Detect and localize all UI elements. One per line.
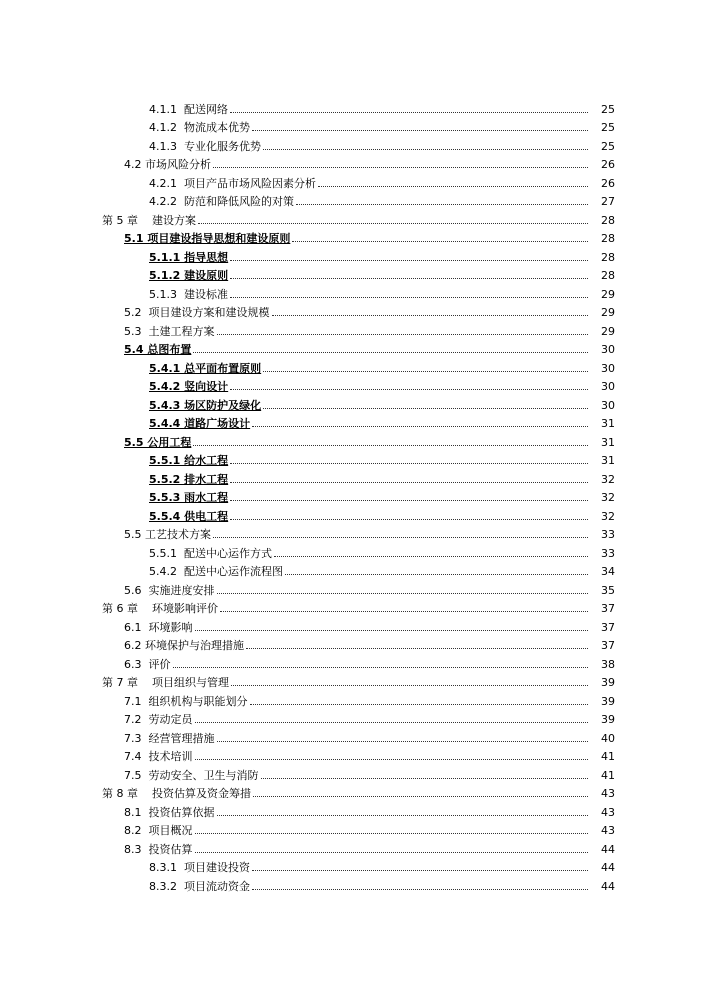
toc-entry[interactable]	[0, 486, 703, 505]
dot-leader	[231, 684, 588, 686]
toc-page-number: 34	[601, 565, 615, 578]
toc-page-number: 33	[601, 528, 615, 541]
toc-entry-label: 7.5 劳动安全、卫生与消防	[124, 768, 259, 782]
toc-page-number: 32	[601, 491, 615, 504]
toc-entry-label: 5.4.4 道路广场设计	[149, 417, 251, 430]
dot-leader	[195, 832, 589, 834]
toc-entry-label: 4.1.3 专业化服务优势	[149, 139, 261, 153]
toc-entry-label: 5.5 公用工程	[124, 435, 192, 449]
toc-page-number: 40	[601, 731, 615, 745]
toc-entry[interactable]	[0, 412, 703, 431]
toc-page-number: 31	[601, 417, 615, 430]
toc-page-number: 26	[601, 176, 615, 190]
dot-leader	[252, 425, 588, 427]
dot-leader	[217, 814, 589, 816]
toc-entry[interactable]	[0, 726, 703, 745]
dot-leader	[292, 240, 588, 242]
toc-page-number: 25	[601, 139, 615, 153]
toc-entry-label: 8.3.1 项目建设投资	[149, 861, 250, 874]
toc-entry-label: 5.4.1 总平面布置原则	[149, 361, 262, 375]
toc-entry-label: 5.2 项目建设方案和建设规模	[124, 306, 270, 319]
toc-entry[interactable]	[0, 227, 703, 246]
toc-page-number: 37	[601, 602, 615, 615]
dot-leader	[230, 259, 588, 261]
toc-page-number: 32	[601, 472, 615, 486]
dot-leader	[213, 166, 588, 168]
toc-entry[interactable]	[0, 634, 703, 653]
table-of-contents	[0, 97, 703, 893]
toc-entry[interactable]	[0, 208, 703, 227]
toc-entry[interactable]	[0, 819, 703, 838]
toc-entry-label: 4.2.2 防范和降低风险的对策	[149, 195, 294, 208]
toc-page-number: 39	[601, 694, 615, 708]
dot-leader	[285, 573, 588, 575]
toc-entry-label: 5.5.1 配送中心运作方式	[149, 546, 272, 560]
toc-entry-label: 8.1 投资估算依据	[124, 805, 215, 819]
dot-leader	[230, 518, 588, 520]
toc-entry-label: 4.2 市场风险分析	[124, 158, 211, 171]
dot-leader	[213, 536, 588, 538]
toc-page-number: 37	[601, 620, 615, 634]
dot-leader	[252, 129, 588, 131]
toc-entry[interactable]	[0, 449, 703, 468]
toc-page-number: 28	[601, 232, 615, 245]
toc-entry[interactable]	[0, 430, 703, 449]
dot-leader	[230, 296, 588, 298]
toc-entry-label: 8.3.2 项目流动资金	[149, 879, 250, 893]
toc-entry[interactable]	[0, 541, 703, 560]
toc-entry[interactable]	[0, 800, 703, 819]
toc-page-number: 41	[601, 768, 615, 782]
toc-entry[interactable]	[0, 597, 703, 616]
dot-leader	[195, 721, 589, 723]
toc-entry[interactable]	[0, 523, 703, 542]
dot-leader	[230, 388, 588, 390]
dot-leader	[195, 851, 589, 853]
dot-leader	[230, 499, 588, 501]
toc-entry[interactable]	[0, 504, 703, 523]
toc-page-number: 28	[601, 269, 615, 282]
toc-entry-label: 5.5.4 供电工程	[149, 509, 229, 523]
toc-entry-label: 5.1.1 指导思想	[149, 250, 229, 264]
toc-entry-label: 7.4 技术培训	[124, 750, 193, 763]
toc-page-number: 44	[601, 861, 615, 874]
toc-entry[interactable]	[0, 467, 703, 486]
toc-entry-label: 5.5.2 排水工程	[149, 472, 229, 486]
toc-entry-label: 5.4.3 场区防护及绿化	[149, 398, 262, 412]
toc-entry[interactable]	[0, 245, 703, 264]
dot-leader	[195, 758, 589, 760]
toc-page-number: 26	[601, 158, 615, 171]
toc-page-number: 41	[601, 750, 615, 763]
toc-entry[interactable]	[0, 560, 703, 579]
toc-entry-label: 8.2 项目概况	[124, 824, 193, 837]
toc-entry[interactable]	[0, 708, 703, 727]
toc-entry[interactable]	[0, 874, 703, 893]
toc-page-number: 30	[601, 361, 615, 375]
toc-entry[interactable]	[0, 615, 703, 634]
toc-entry-label: 5.5 工艺技术方案	[124, 528, 211, 541]
dot-leader	[193, 351, 588, 353]
toc-entry[interactable]	[0, 301, 703, 320]
dot-leader	[220, 610, 588, 612]
toc-entry[interactable]	[0, 652, 703, 671]
toc-entry[interactable]	[0, 190, 703, 209]
toc-entry-label: 4.1.1 配送网络	[149, 102, 228, 116]
toc-entry[interactable]	[0, 782, 703, 801]
toc-page-number: 28	[601, 250, 615, 264]
toc-entry[interactable]	[0, 116, 703, 135]
toc-entry-label: 第 5 章 建设方案	[102, 213, 196, 227]
toc-page-number: 43	[601, 805, 615, 819]
toc-page-number: 30	[601, 398, 615, 412]
dot-leader	[230, 111, 588, 113]
toc-entry[interactable]	[0, 671, 703, 690]
toc-page-number: 32	[601, 509, 615, 523]
toc-entry-label: 6.2 环境保护与治理措施	[124, 639, 244, 652]
toc-entry-label: 6.3 评价	[124, 657, 171, 671]
toc-entry-label: 第 8 章 投资估算及资金筹措	[102, 787, 251, 800]
toc-page-number: 37	[601, 639, 615, 652]
dot-leader	[217, 740, 589, 742]
toc-entry[interactable]	[0, 578, 703, 597]
dot-leader	[261, 777, 589, 779]
toc-page-number: 43	[601, 787, 615, 800]
toc-page-number: 44	[601, 842, 615, 856]
dot-leader	[253, 795, 588, 797]
toc-page-number: 30	[601, 380, 615, 393]
toc-page-number: 25	[601, 121, 615, 134]
dot-leader	[195, 629, 589, 631]
dot-leader	[274, 555, 588, 557]
toc-entry[interactable]	[0, 97, 703, 116]
toc-entry[interactable]	[0, 319, 703, 338]
toc-page-number: 35	[601, 583, 615, 597]
toc-entry[interactable]	[0, 153, 703, 172]
dot-leader	[263, 407, 588, 409]
toc-page-number: 43	[601, 824, 615, 837]
toc-entry-label: 7.3 经营管理措施	[124, 731, 215, 745]
toc-page-number: 30	[601, 343, 615, 356]
toc-page-number: 25	[601, 102, 615, 116]
toc-page-number: 29	[601, 306, 615, 319]
toc-entry-label: 7.1 组织机构与职能划分	[124, 694, 248, 708]
toc-entry[interactable]	[0, 689, 703, 708]
dot-leader	[230, 481, 588, 483]
toc-entry-label: 4.2.1 项目产品市场风险因素分析	[149, 176, 316, 190]
dot-leader	[250, 703, 589, 705]
toc-page-number: 28	[601, 213, 615, 227]
toc-page-number: 44	[601, 879, 615, 893]
toc-entry-label: 4.1.2 物流成本优势	[149, 121, 250, 134]
dot-leader	[217, 333, 589, 335]
dot-leader	[246, 647, 588, 649]
dot-leader	[272, 314, 589, 316]
dot-leader	[318, 185, 588, 187]
toc-page-number: 38	[601, 657, 615, 671]
toc-entry-label: 5.4.2 配送中心运作流程图	[149, 565, 283, 578]
toc-entry[interactable]	[0, 134, 703, 153]
toc-entry-label: 7.2 劳动定员	[124, 713, 193, 726]
toc-entry[interactable]	[0, 393, 703, 412]
toc-entry-label: 5.1.2 建设原则	[149, 269, 229, 282]
dot-leader	[263, 148, 588, 150]
toc-entry-label: 5.3 土建工程方案	[124, 324, 215, 338]
dot-leader	[296, 203, 588, 205]
toc-entry-label: 5.4.2 竖向设计	[149, 380, 229, 393]
toc-page-number: 39	[601, 713, 615, 726]
toc-entry[interactable]	[0, 375, 703, 394]
toc-entry[interactable]	[0, 282, 703, 301]
toc-page-number: 31	[601, 454, 615, 467]
toc-entry-label: 5.1.3 建设标准	[149, 287, 228, 301]
dot-leader	[230, 462, 588, 464]
dot-leader	[198, 222, 588, 224]
toc-entry-label: 5.1 项目建设指导思想和建设原则	[124, 232, 291, 245]
toc-entry[interactable]	[0, 837, 703, 856]
toc-page-number: 31	[601, 435, 615, 449]
dot-leader	[252, 869, 588, 871]
toc-entry-label: 5.4 总图布置	[124, 343, 192, 356]
toc-entry[interactable]	[0, 745, 703, 764]
dot-leader	[263, 370, 588, 372]
dot-leader	[252, 888, 588, 890]
toc-page-number: 39	[601, 676, 615, 689]
dot-leader	[217, 592, 589, 594]
toc-entry-label: 6.1 环境影响	[124, 620, 193, 634]
toc-entry-label: 第 6 章 环境影响评价	[102, 602, 218, 615]
toc-entry[interactable]	[0, 171, 703, 190]
toc-entry[interactable]	[0, 763, 703, 782]
dot-leader	[230, 277, 588, 279]
toc-entry-label: 5.5.3 雨水工程	[149, 491, 229, 504]
toc-entry-label: 5.6 实施进度安排	[124, 583, 215, 597]
toc-entry-label: 5.5.1 给水工程	[149, 454, 229, 467]
toc-entry[interactable]	[0, 338, 703, 357]
dot-leader	[193, 444, 588, 446]
toc-entry[interactable]	[0, 356, 703, 375]
toc-page-number: 27	[601, 195, 615, 208]
toc-entry-label: 第 7 章 项目组织与管理	[102, 676, 229, 689]
toc-page-number: 29	[601, 324, 615, 338]
toc-entry-label: 8.3 投资估算	[124, 842, 193, 856]
toc-entry[interactable]	[0, 264, 703, 283]
dot-leader	[173, 666, 589, 668]
toc-page-number: 29	[601, 287, 615, 301]
toc-page-number: 33	[601, 546, 615, 560]
toc-entry[interactable]	[0, 856, 703, 875]
